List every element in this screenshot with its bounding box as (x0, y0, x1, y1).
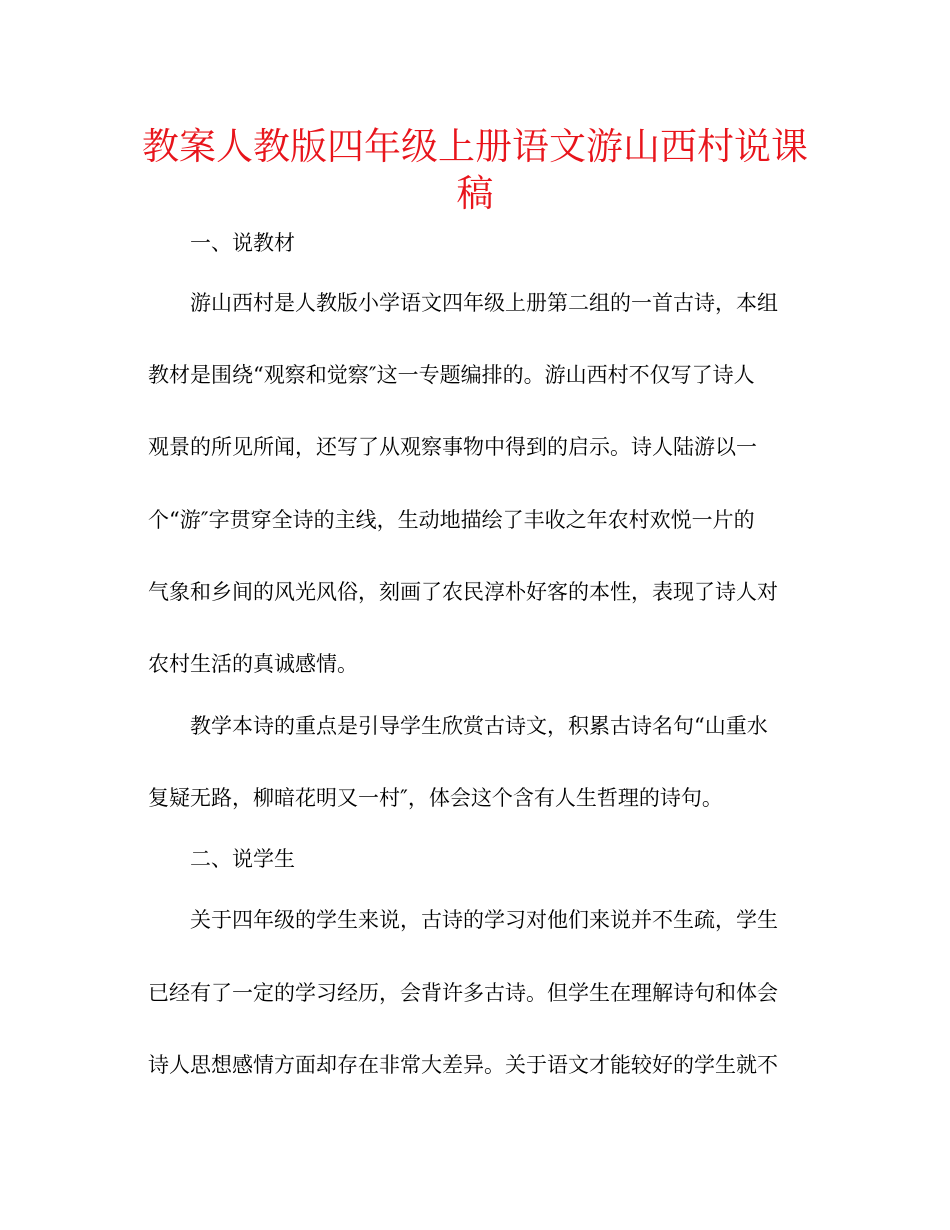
paragraph-line: 复疑无路，柳暗花明又一村″，体会这个含有人生哲理的诗句。 (148, 786, 723, 810)
section-heading-students: 二、说学生 (190, 847, 295, 871)
section-heading-textbook: 一、说教材 (190, 231, 295, 255)
paragraph-line: 个“游″字贯穿全诗的主线，生动地描绘了丰收之年农村欢悦一片的 (148, 508, 755, 532)
paragraph-line: 教材是围绕“观察和觉察″这一专题编排的。游山西村不仅写了诗人 (148, 363, 755, 387)
paragraph-line: 游山西村是人教版小学语文四年级上册第二组的一首古诗，本组 (190, 291, 778, 315)
paragraph-line: 诗人思想感情方面却存在非常大差异。关于语文才能较好的学生就不 (148, 1053, 778, 1077)
paragraph-line: 已经有了一定的学习经历，会背许多古诗。但学生在理解诗句和体会 (148, 981, 778, 1005)
paragraph-line: 农村生活的真诚感情。 (148, 652, 358, 676)
paragraph-line: 关于四年级的学生来说，古诗的学习对他们来说并不生疏，学生 (190, 908, 778, 932)
paragraph-line: 教学本诗的重点是引导学生欣赏古诗文，积累古诗名句“山重水 (190, 714, 768, 738)
page-title-line-1: 教案人教版四年级上册语文游山西村说课 (142, 125, 808, 168)
paragraph-line: 气象和乡间的风光风俗，刻画了农民淳朴好客的本性，表现了诗人对 (148, 580, 778, 604)
page-title-line-2: 稿 (456, 172, 494, 215)
paragraph-line: 观景的所见所闻，还写了从观察事物中得到的启示。诗人陆游以一 (148, 435, 757, 459)
